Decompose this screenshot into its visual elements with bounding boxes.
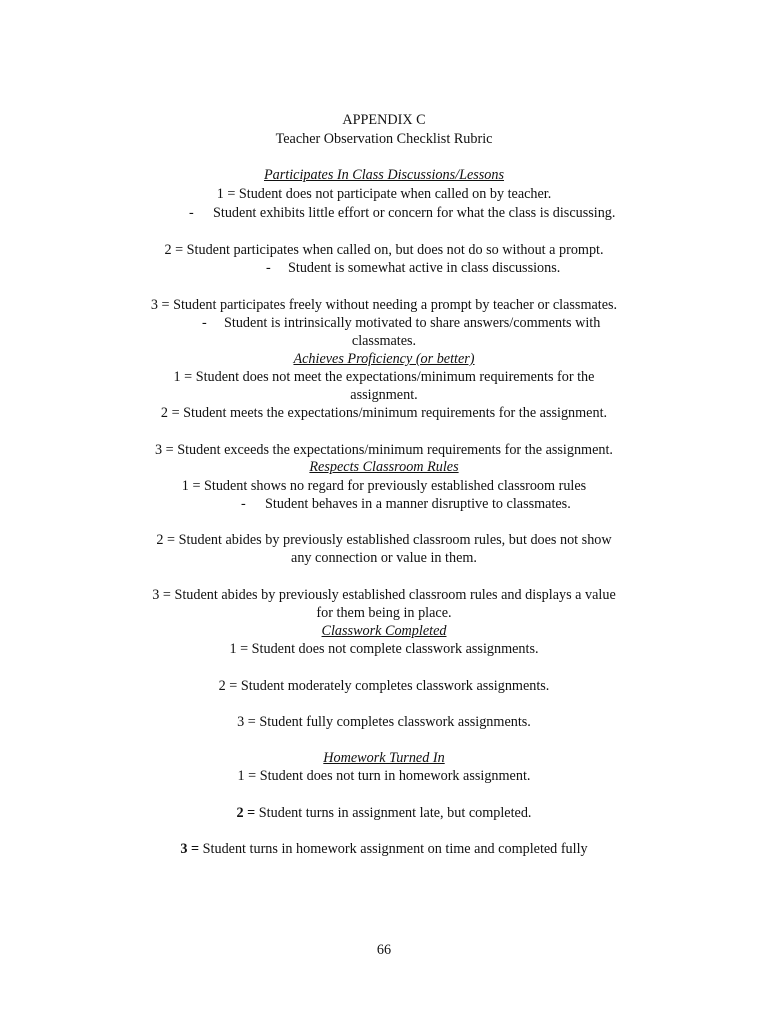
rubric-level-1: 1 = Student does not turn in homework assignment.	[237, 768, 531, 784]
rubric-level-2: 2 = Student meets the expectations/minimum requirements for the assignment.	[160, 405, 608, 421]
section-heading: Homework Turned In	[323, 750, 445, 766]
rubric-level-2-continued: any connection or value in them.	[291, 550, 477, 566]
rubric-level-1: 1 = Student does not meet the expectations/minimum requirements for the	[173, 369, 595, 385]
rubric-note-continued: classmates.	[351, 333, 417, 349]
rubric-level-3: 3 = Student abides by previously established classroom rules and displays a value	[152, 587, 616, 603]
rubric-level-2: 2 = Student participates when called on, but does not do so without a prompt.	[164, 242, 604, 258]
rubric-level-2: 2 = Student moderately completes classwork assignments.	[218, 678, 550, 694]
rubric-level-2: 2 = Student abides by previously established classroom rules, but does not show	[156, 532, 612, 548]
rubric-level-3: 3 = Student participates freely without needing a prompt by teacher or classmates.	[150, 297, 618, 313]
section-heading: Achieves Proficiency (or better)	[293, 351, 475, 367]
rubric-note: - Student exhibits little effort or concern for what the class is discussing.	[189, 205, 616, 221]
rubric-level-1-continued: assignment.	[350, 387, 418, 403]
section-heading: Respects Classroom Rules	[309, 459, 459, 475]
page-number: 66	[376, 942, 392, 958]
section-heading: Participates In Class Discussions/Lessons	[263, 167, 505, 183]
section-heading: Classwork Completed	[321, 623, 447, 639]
rubric-level-3: 3 = Student fully completes classwork assignments.	[237, 714, 531, 730]
rubric-level-1: 1 = Student does not participate when called on by teacher.	[216, 186, 552, 202]
rubric-note: - Student is somewhat active in class discussions.	[266, 260, 561, 276]
rubric-level-2: 2 = Student turns in assignment late, but completed.	[236, 805, 532, 821]
rubric-note: - Student behaves in a manner disruptive to classmates.	[241, 496, 571, 512]
rubric-level-3-continued: for them being in place.	[316, 605, 452, 621]
rubric-level-1: 1 = Student does not complete classwork assignments.	[229, 641, 539, 657]
rubric-level-1: 1 = Student shows no regard for previously established classroom rules	[181, 478, 587, 494]
rubric-note: - Student is intrinsically motivated to share answers/comments with	[202, 315, 601, 331]
page-title: Teacher Observation Checklist Rubric	[275, 131, 493, 147]
rubric-level-3: 3 = Student turns in homework assignment on time and completed fully	[180, 841, 588, 857]
rubric-level-3: 3 = Student exceeds the expectations/minimum requirements for the assignment.	[155, 442, 613, 458]
appendix-label: APPENDIX C	[342, 112, 426, 128]
